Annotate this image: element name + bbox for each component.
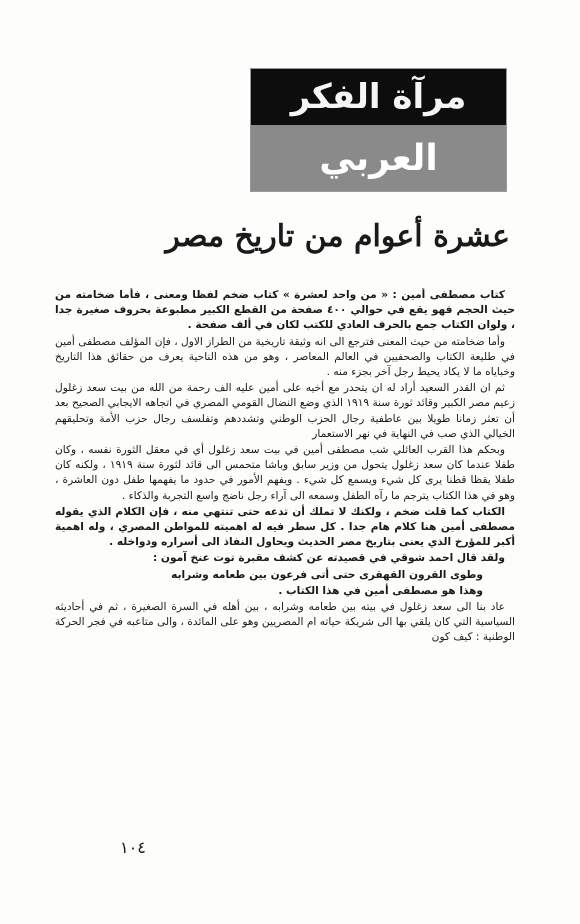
paragraph-3: ثم ان القدر السعيد أراد له ان يتحدر مع أخيه على أمين عليه الف رحمة من الله من بيت سعد زغلول زعيم مصر الكبير وقائد ثورة سنة ١٩١٩ الذي وضع النضال القومي المصري في اتجاهه الايجابي الصحيح بعد أن تعثر زمانا طويلا بين عاطفية رجال الحزب الوطني وتشددهم وتفلسف رجال حزب الأمة وتحليقهم الخيالي الذي صب في النهاية في نهر الاستعمار — [55, 382, 515, 440]
paragraph-2: وأما ضخامته من حيث المعنى فترجع الى انه وثيقة تاريخية من الطراز الاول ، فإن المؤلف مصطفى أمين في طليعة الكتاب والصحفيين في العالم المعاصر ، وهو من هذه الناحية يعرف من حقائق هذا التاريخ وخباياه ما لا يكاد يحيط رجل آخر بجزء منه . — [55, 335, 515, 379]
article-body — [55, 288, 515, 828]
column-header-subtitle: العربي — [251, 125, 506, 191]
article-title: عشرة أعوام من تاريخ مصر — [165, 219, 510, 254]
verse-line-2: وهذا هو مصطفى أمين في هذا الكتاب . — [278, 584, 483, 597]
verse-line-1: وطوى القرون القهقرى حتى أتى فرعون بين طعامه وشرابه — [171, 568, 483, 581]
paragraph-1: كتاب مصطفى أمين : « من واحد لعشرة » كتاب ضخم لفظا ومعنى ، فأما ضخامته من حيث الحجم فهو يقع في حوالي ٤٠٠ صفحة من القطع الكبير مطبوعة بحروف صغيرة جدا ، ولوان الكتاب جمع بالحرف العادي للكتب لكان في ألف صفحة . — [55, 289, 515, 332]
column-header-title: مرآة الفكر — [251, 69, 506, 125]
paragraph-closing: عاد بنا الى سعد زغلول في بيته بين طعامه وشرابه ، بين أهله في السرة الصغيرة ، ثم في أحاديثه السياسية التي كان يلقي بها الى شريكة حياته ام المصريين وهو على المائدة ، والى متاعبه في فجر الحركة الوطنية : كيف كون — [55, 601, 515, 644]
page-number: ١٠٤ — [120, 838, 146, 857]
paragraph-4: وبحكم هذا القرب العائلي شب مصطفى أمين في بيت سعد زغلول أي في معقل الثورة نفسه ، وكان طفلا عندما كان سعد زغلول يتحول من وزير سابق وباشا متحمس الى قائد لثورة سنة ١٩١٩ ، ولكنه كان طفلا يقظا قطنا يرى كل شيء ويسمع كل شيء . ويفهم الأمور في حدود ما يفهمها طفل دون العاشرة ، وهو في هذا الكتاب يترجم ما رآه الطفل وسمعه الى آراء رجل ناضج واسع التجربة والذكاء . — [55, 444, 515, 502]
paragraph-6: ولقد قال احمد شوقي في قصيدته عن كشف مقبرة توت عنخ آمون : — [153, 552, 505, 565]
paragraph-5: الكتاب كما قلت ضخم ، ولكنك لا تملك أن تدعه حتى تنتهي منه ، فإن الكلام الذي يقوله مصطفى أمين هنا كلام هام جدا . كل سطر فيه له اهميته للمواطن المصري ، وله اهمية أكبر للمؤرخ الذي يعنى بتاريخ مصر الحديث ويحاول النفاذ الى أسراره ودواخله . — [55, 505, 515, 549]
column-header — [250, 68, 507, 192]
